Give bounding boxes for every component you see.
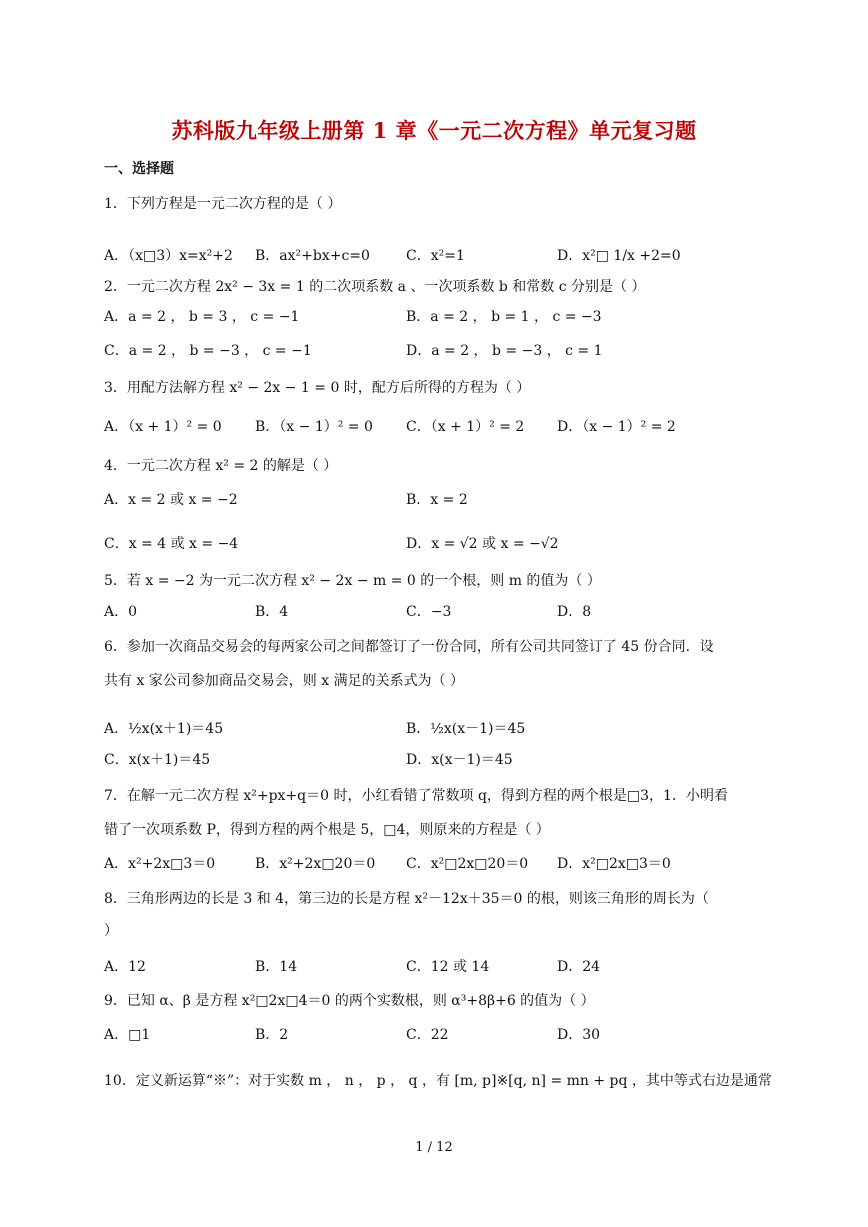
page-title: 苏科版九年级上册第 1 章《一元二次方程》单元复习题 (171, 118, 697, 143)
question-8-stem-cont: ） (104, 923, 118, 939)
q6-option-c: C．x(x＋1)＝45 (104, 752, 211, 768)
q7-option-a: A．x²+2x□3＝0 (104, 856, 216, 872)
q5-option-d: D．8 (557, 604, 592, 620)
q9-option-b: B．2 (255, 1027, 289, 1043)
q7-option-d: D．x²□2x□3＝0 (557, 856, 671, 872)
q4-option-a: A．x = 2 或 x = −2 (104, 492, 238, 508)
question-3-stem: 3．用配方法解方程 x² − 2x − 1 = 0 时，配方后所得的方程为（ ） (104, 380, 531, 396)
q7-option-b: B．x²+2x□20＝0 (255, 856, 376, 872)
q6-option-a: A．½x(x＋1)＝45 (104, 721, 224, 737)
q5-option-c: C．−3 (406, 604, 452, 620)
question-5-stem: 5．若 x = −2 为一元二次方程 x² − 2x − m = 0 的一个根，则 m 的值为（ ） (104, 573, 601, 589)
q2-option-b: B．a = 2 ， b = 1 ， c = −3 (406, 309, 602, 325)
q1-option-d: D．x²□ 1/x +2=0 (557, 248, 681, 264)
q1-option-c: C．x²=1 (406, 248, 465, 264)
q7-option-c: C．x²□2x□20＝0 (406, 856, 529, 872)
q8-option-a: A．12 (104, 959, 146, 975)
q9-option-c: C．22 (406, 1027, 449, 1043)
question-8-stem: 8．三角形两边的长是 3 和 4，第三边的长是方程 x²－12x＋35＝0 的根，则该三角形的周长为（ (104, 891, 709, 907)
question-7-stem-cont: 错了一次项系数 P，得到方程的两个根是 5，□4，则原来的方程是（ ） (104, 822, 550, 838)
q5-option-b: B．4 (255, 604, 289, 620)
q6-option-b: B．½x(x－1)＝45 (406, 721, 526, 737)
q3-option-b: B．（x − 1）² = 0 (255, 419, 373, 435)
page-number: 1 / 12 (415, 1140, 453, 1155)
question-1-stem: 1．下列方程是一元二次方程的是（ ） (104, 196, 342, 212)
q2-option-d: D．a = 2 ， b = −3 ， c = 1 (406, 343, 603, 359)
q6-option-d: D．x(x－1)＝45 (406, 752, 513, 768)
q5-option-a: A．0 (104, 604, 138, 620)
q9-option-d: D．30 (557, 1027, 601, 1043)
q4-option-b: B．x = 2 (406, 492, 468, 508)
question-7-stem: 7．在解一元二次方程 x²+px+q＝0 时，小红看错了常数项 q，得到方程的两个根是□3，1．小明看 (104, 788, 728, 804)
question-10-stem: 10．定义新运算“※”：对于实数 m ， n ， p ， q ，有 [m, p]※[q, n] = mn + pq ，其中等式右边是通常 (104, 1073, 772, 1089)
q1-option-a: A．（x□3）x=x²+2 (104, 248, 233, 264)
q1-option-b: B．ax²+bx+c=0 (255, 248, 370, 264)
q3-option-a: A．（x + 1）² = 0 (104, 419, 222, 435)
q4-option-d: D．x = √2 或 x = −√2 (406, 536, 559, 552)
question-2-stem: 2．一元二次方程 2x² − 3x = 1 的二次项系数 a 、一次项系数 b 和常数 c 分别是（ ） (104, 279, 646, 295)
question-6-stem: 6．参加一次商品交易会的每两家公司之间都签订了一份合同，所有公司共同签订了 45 份合同．设 (104, 639, 714, 655)
question-9-stem: 9．已知 α、β 是方程 x²□2x□4＝0 的两个实数根，则 α³+8β+6 的值为（ ） (104, 993, 595, 1009)
q3-option-c: C．（x + 1）² = 2 (406, 419, 525, 435)
q2-option-a: A．a = 2 ， b = 3 ， c = −1 (104, 309, 300, 325)
q4-option-c: C．x = 4 或 x = −4 (104, 536, 239, 552)
q2-option-c: C．a = 2 ， b = −3 ， c = −1 (104, 343, 312, 359)
q8-option-c: C．12 或 14 (406, 959, 490, 975)
q9-option-a: A．□1 (104, 1027, 151, 1043)
question-6-stem-cont: 共有 x 家公司参加商品交易会，则 x 满足的关系式为（ ） (104, 673, 465, 689)
question-4-stem: 4．一元二次方程 x² = 2 的解是（ ） (104, 458, 338, 474)
q3-option-d: D．（x − 1）² = 2 (557, 419, 676, 435)
q8-option-d: D．24 (557, 959, 601, 975)
q8-option-b: B．14 (255, 959, 298, 975)
section-heading: 一、选择题 (104, 161, 174, 177)
